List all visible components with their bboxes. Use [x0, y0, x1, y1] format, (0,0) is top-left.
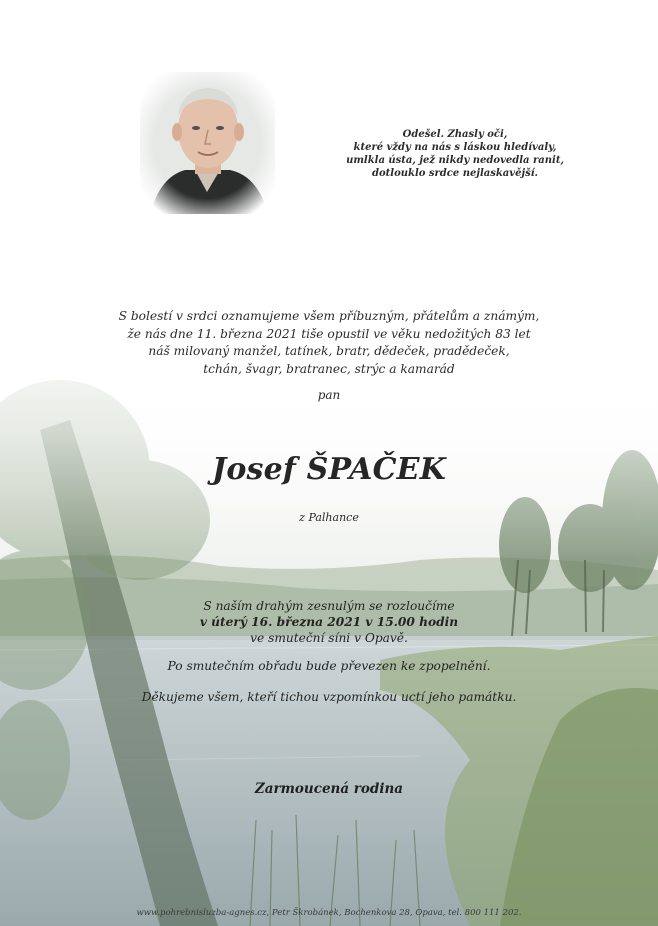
- ceremony-intro: S naším drahým zesnulým se rozloučíme: [203, 599, 455, 613]
- announcement-line: tchán, švagr, bratranec, strýc a kamarád: [203, 361, 455, 376]
- ceremony-location: ve smuteční síni v Opavě.: [250, 631, 408, 645]
- announcement-line: S bolestí v srdci oznamujeme všem příbuzným, přátelům a známým,: [118, 309, 540, 323]
- poem-line: Odešel. Zhasly oči,: [402, 129, 508, 140]
- honorific: pan: [317, 388, 341, 402]
- deceased-name: Josef ŠPAČEK: [211, 452, 447, 487]
- funeral-service-footer: www.pohrebnisluzba-agnes.cz, Petr Škrobánek, Bochenkova 28, Opava, tel. 800 111 202.: [136, 908, 522, 918]
- announcement-line: že nás dne 11. března 2021 tiše opustil ve věku nedožitých 83 let: [127, 326, 531, 341]
- poem-line: které vždy na nás s láskou hledívaly,: [353, 142, 557, 153]
- thanks-note: Děkujeme všem, kteří tichou vzpomínkou uctí jeho památku.: [141, 690, 517, 704]
- poem-line: umlkla ústa, jež nikdy nedovedla ranit,: [346, 155, 564, 166]
- portrait-photo: [140, 72, 275, 214]
- ceremony-details: [0, 598, 658, 646]
- announcement-line: náš milovaný manžel, tatínek, bratr, dědeček, pradědeček,: [148, 344, 510, 358]
- poem-line: dotlouklo srdce nejlaskavější.: [372, 168, 538, 179]
- family-signature: Zarmoucená rodina: [254, 781, 404, 797]
- ceremony-datetime: v úterý 16. března 2021 v 15.00 hodin: [199, 615, 459, 629]
- memorial-poem: [330, 128, 580, 180]
- announcement-text: [90, 308, 568, 378]
- deceased-origin: z Palhance: [299, 511, 359, 524]
- cremation-note: Po smutečním obřadu bude převezen ke zpopelnění.: [167, 659, 491, 673]
